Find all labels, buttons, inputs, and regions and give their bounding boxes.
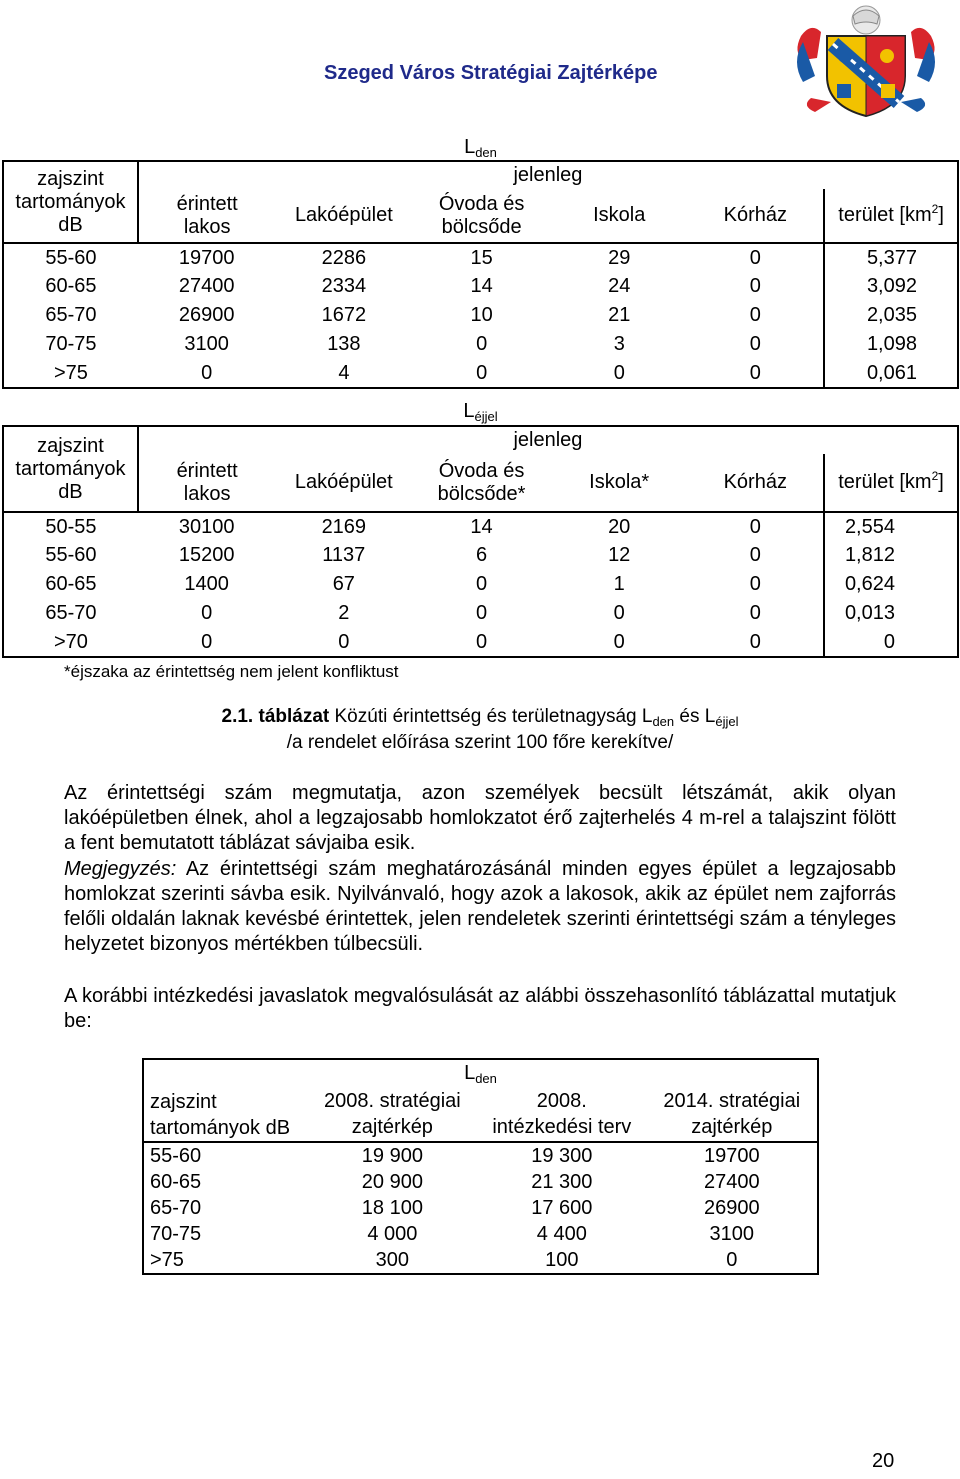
header-terulet: terület $[km^2]$ <box>824 189 958 243</box>
metric-title-lden: $L_{den}$ <box>143 1059 818 1086</box>
table-cell: 1672 <box>321 304 367 326</box>
table-cell: 0 <box>688 359 825 388</box>
table-cell: 0 <box>749 515 761 538</box>
header-lakos: érintett lakos <box>138 454 276 512</box>
table-row <box>3 272 958 301</box>
table-cell: 0 <box>687 628 824 657</box>
table-cell: 2286 <box>321 246 367 269</box>
table-cell: 0 <box>475 573 488 595</box>
header-lakoepulet: Lakóépület <box>275 189 412 243</box>
header-korhaz: Kórház <box>687 454 824 512</box>
metric-title-lejjel: $L_{éjjel}$ <box>463 400 498 424</box>
table-row <box>3 541 958 570</box>
table-cell: 0 <box>647 1247 818 1274</box>
cell-range: 55-60 <box>3 243 138 272</box>
lden-exposure-table <box>2 134 959 389</box>
table-cell: 300 <box>308 1247 477 1274</box>
table-cell: 21 300 <box>531 1171 593 1193</box>
table-cell: 29 <box>608 246 631 269</box>
table-cell: 0,624 <box>824 570 958 599</box>
table-cell: 20 <box>608 515 631 538</box>
table-cell: 4 <box>275 359 412 388</box>
table-cell: 1 <box>613 573 625 595</box>
cell-range: >75 <box>143 1247 308 1274</box>
table-row <box>143 1169 818 1195</box>
table-row <box>143 1142 818 1169</box>
table-cell: 27400 <box>647 1169 818 1195</box>
table-cell: 0 <box>824 628 958 657</box>
table-cell: 26900 <box>647 1195 818 1221</box>
table-cell: 2334 <box>321 275 367 297</box>
cell-range: 55-60 <box>143 1142 308 1169</box>
header-range: zajszint tartományok dB <box>3 426 138 512</box>
header-2014-strategiai: 2014. stratégiai zajtérkép <box>647 1086 818 1142</box>
table-cell: 0 <box>749 304 761 326</box>
paragraph-erintettseg: Az érintettségi szám megmutatja, azon személyek becsült létszámát, akik olyan lakóépületben élnek, ahol a legzajosabb homlokzatot érő zajterhelés 4 m-rel a talajszint fölött a fent bemutatott táblázat sávjaiba esik. <box>64 782 896 854</box>
table-cell: 0 <box>749 246 761 269</box>
table-cell: 0 <box>613 602 625 624</box>
table-cell: 0 <box>551 359 688 388</box>
header-2008-strategiai: 2008. stratégiai zajtérkép <box>308 1086 477 1142</box>
table-cell: 0 <box>201 602 213 624</box>
table-cell: 19700 <box>178 246 235 269</box>
table-cell: 0 <box>412 359 551 388</box>
cell-range: 60-65 <box>3 570 138 599</box>
table-cell: 0 <box>749 544 761 566</box>
table-cell: 0 <box>749 333 761 355</box>
table-caption-note: /a rendelet előírása szerint 100 főre kerekítve/ <box>286 732 674 753</box>
table-cell: 1,812 <box>824 541 958 570</box>
table-cell: 1400 <box>184 573 229 595</box>
header-iskola: Iskola <box>551 189 688 243</box>
table-cell: 3100 <box>184 333 229 355</box>
table-row <box>143 1247 818 1274</box>
table-cell: 2169 <box>321 515 367 538</box>
table-row <box>143 1221 818 1247</box>
table-cell: 1137 <box>322 544 366 566</box>
table-row <box>3 570 958 599</box>
table-row <box>3 330 958 359</box>
cell-range: 70-75 <box>3 330 138 359</box>
cell-range: >75 <box>3 359 138 388</box>
cell-range: 50-55 <box>3 512 138 541</box>
cell-range: 65-70 <box>143 1195 308 1221</box>
table-cell: 3,092 <box>824 272 958 301</box>
table-cell: 20 900 <box>361 1171 423 1193</box>
table-cell: 138 <box>327 333 361 355</box>
table-cell: 18 100 <box>361 1197 423 1219</box>
table-cell: 0 <box>138 359 276 388</box>
table-cell: 0 <box>476 333 488 355</box>
table-cell: 100 <box>477 1247 647 1274</box>
table-cell: 0,061 <box>824 359 958 388</box>
cell-range: 65-70 <box>3 301 138 330</box>
table-row <box>143 1195 818 1221</box>
cell-range: 70-75 <box>143 1221 308 1247</box>
table-caption: 2.1. táblázat Közúti érintettség és területnagyság $L_{den}$ és $L_{éjjel}$ <box>221 706 739 729</box>
table-cell: 0 <box>138 628 276 657</box>
header-iskola: Iskola* <box>551 454 688 512</box>
table-cell: 2,554 <box>824 512 958 541</box>
table-cell: 1,098 <box>824 330 958 359</box>
cell-range: >70 <box>3 628 138 657</box>
table-cell: 3 <box>613 333 625 355</box>
table-cell: 0 <box>275 628 412 657</box>
table-row <box>3 243 958 272</box>
cell-range: 60-65 <box>3 272 138 301</box>
table-cell: 21 <box>608 304 631 326</box>
cell-range: 55-60 <box>3 541 138 570</box>
comparison-table <box>142 1058 819 1275</box>
paragraph-osszehasonlitas: A korábbi intézkedési javaslatok megvalósulását az alábbi összehasonlító táblázattal mutatjuk be: <box>64 985 896 1032</box>
page-number: 20 <box>872 1450 895 1472</box>
table-row <box>3 599 958 628</box>
city-coat-of-arms-icon <box>781 2 951 120</box>
document-header-title: Szeged Város Stratégiai Zajtérképe <box>324 62 658 84</box>
table-cell: 5,377 <box>824 243 958 272</box>
table-cell: 14 <box>470 515 493 538</box>
table-cell: 0 <box>412 628 551 657</box>
table-cell: 19 300 <box>531 1145 593 1167</box>
header-lakos: érintett lakos <box>138 189 276 243</box>
table-cell: 0,013 <box>824 599 958 628</box>
table-cell: 10 <box>470 304 493 326</box>
table-cell: 12 <box>608 544 631 566</box>
table-cell: 19700 <box>647 1142 818 1169</box>
cell-range: 60-65 <box>143 1169 308 1195</box>
table-cell: 14 <box>470 275 493 297</box>
header-korhaz: Kórház <box>688 189 825 243</box>
header-ovoda: Óvoda és bölcsőde* <box>412 454 551 512</box>
header-2008-intezkedesi: 2008. intézkedési terv <box>477 1086 647 1142</box>
table-row <box>3 628 958 657</box>
header-jelenleg: jelenleg <box>138 161 958 189</box>
paragraph-megjegyzes: Megjegyzés: Az érintettségi szám meghatározásánál minden egyes épület a legzajosabb homlokzat szerinti sávba esik. Nyilvánvaló, hogy azok a lakosok, akik az épület nem zajforrás felőli oldalán laknak kevésbé érintettek, jelen rendeletek szerinti érintettségi szám a tényleges helyzetet bizonyos mértékben túlbecsüli. <box>64 858 896 955</box>
table-cell: 19 900 <box>361 1145 423 1167</box>
table-cell: 0 <box>749 275 761 297</box>
table-cell: 17 600 <box>531 1197 593 1219</box>
table-cell: 2 <box>338 602 350 624</box>
table-cell: 3100 <box>647 1221 818 1247</box>
table-cell: 27400 <box>178 275 235 297</box>
header-range: zajszint tartományok dB <box>3 161 138 243</box>
table-row <box>3 301 958 330</box>
table-cell: 0 <box>551 628 688 657</box>
header-range: zajszint tartományok dB <box>143 1086 308 1142</box>
header-jelenleg: jelenleg <box>138 426 958 454</box>
lejjel-exposure-table <box>2 398 959 658</box>
table-row <box>3 512 958 541</box>
table-cell: 67 <box>332 573 355 595</box>
table-cell: 26900 <box>178 304 235 326</box>
metric-title-lden: $L_{den}$ <box>464 135 497 160</box>
table-cell: 4 000 <box>367 1223 418 1245</box>
header-ovoda: Óvoda és bölcsőde <box>412 189 551 243</box>
table-cell: 2,035 <box>824 301 958 330</box>
table-cell: 6 <box>475 544 488 566</box>
table-cell: 24 <box>608 275 631 297</box>
table-cell: 0 <box>475 602 488 624</box>
table-cell: 0 <box>749 602 761 624</box>
table-footnote: *éjszaka az érintettség nem jelent konfliktust <box>64 662 399 681</box>
table-cell: 15 <box>470 246 493 269</box>
table-cell: 30100 <box>178 515 235 538</box>
header-lakoepulet: Lakóépület <box>275 454 412 512</box>
table-cell: 15200 <box>178 544 235 566</box>
header-terulet: terület $[km^2]$ <box>824 454 958 512</box>
table-row <box>3 359 958 388</box>
table-cell: 4 400 <box>536 1223 587 1245</box>
table-cell: 0 <box>749 573 761 595</box>
cell-range: 65-70 <box>3 599 138 628</box>
